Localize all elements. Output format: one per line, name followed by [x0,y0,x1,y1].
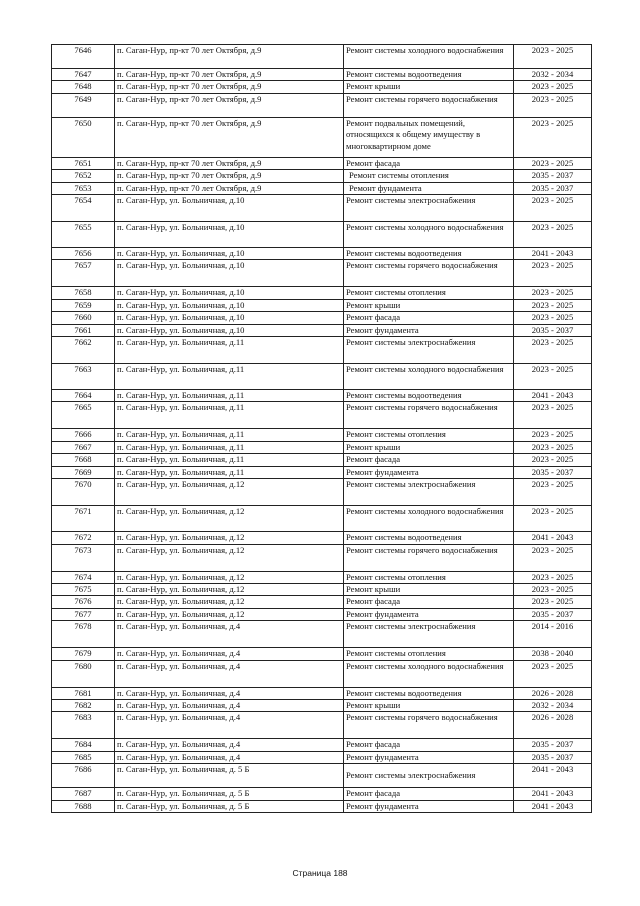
period-cell: 2041 - 2043 [514,248,592,260]
row-number-cell: 7681 [52,687,115,699]
row-number-cell: 7649 [52,93,115,117]
row-number-cell: 7670 [52,479,115,506]
table-row [52,324,592,336]
table-row [52,222,592,248]
period-cell: 2023 - 2025 [514,337,592,364]
row-number-cell: 7653 [52,182,115,194]
table-body [52,45,592,813]
period-cell: 2023 - 2025 [514,195,592,222]
address-cell: п. Саган-Нур, ул. Больничная, д.4 [115,687,344,699]
table-row [52,337,592,364]
period-cell: 2023 - 2025 [514,660,592,687]
address-cell: п. Саган-Нур, пр-кт 70 лет Октября, д.9 [115,45,344,69]
address-cell: п. Саган-Нур, ул. Больничная, д.11 [115,429,344,441]
row-number-cell: 7673 [52,544,115,571]
address-cell: п. Саган-Нур, ул. Больничная, д.11 [115,466,344,478]
period-cell: 2026 - 2028 [514,712,592,739]
table-row [52,454,592,466]
address-cell: п. Саган-Нур, ул. Больничная, д.12 [115,479,344,506]
address-cell: п. Саган-Нур, ул. Больничная, д.4 [115,648,344,660]
table-row [52,402,592,429]
period-cell: 2023 - 2025 [514,479,592,506]
period-cell: 2026 - 2028 [514,687,592,699]
period-cell: 2023 - 2025 [514,312,592,324]
address-cell: п. Саган-Нур, ул. Больничная, д.4 [115,739,344,751]
address-cell: п. Саган-Нур, ул. Больничная, д.12 [115,583,344,595]
row-number-cell: 7657 [52,260,115,287]
row-number-cell: 7651 [52,157,115,169]
work-type-cell: Ремонт системы отопления [344,571,514,583]
table-row [52,583,592,595]
table-row [52,739,592,751]
address-cell: п. Саган-Нур, ул. Больничная, д.10 [115,324,344,336]
row-number-cell: 7654 [52,195,115,222]
period-cell: 2023 - 2025 [514,596,592,608]
works-table [51,44,592,813]
address-cell: п. Саган-Нур, ул. Больничная, д.11 [115,390,344,402]
row-number-cell: 7661 [52,324,115,336]
table-row [52,621,592,648]
table-row [52,157,592,169]
table-row [52,170,592,182]
work-type-cell: Ремонт системы холодного водоснабжения [344,222,514,248]
row-number-cell: 7671 [52,506,115,532]
period-cell: 2023 - 2025 [514,544,592,571]
work-type-cell: Ремонт системы водоотведения [344,532,514,544]
table-row [52,687,592,699]
table-row [52,532,592,544]
period-cell: 2023 - 2025 [514,583,592,595]
work-type-cell: Ремонт системы холодного водоснабжения [344,660,514,687]
period-cell: 2035 - 2037 [514,608,592,620]
table-row [52,45,592,69]
table-row [52,312,592,324]
table-row [52,364,592,390]
work-type-cell: Ремонт системы горячего водоснабжения [344,712,514,739]
period-cell: 2035 - 2037 [514,170,592,182]
table-row [52,788,592,800]
table-row [52,800,592,812]
period-cell: 2035 - 2037 [514,182,592,194]
address-cell: п. Саган-Нур, ул. Больничная, д.4 [115,660,344,687]
row-number-cell: 7685 [52,751,115,763]
address-cell: п. Саган-Нур, ул. Больничная, д.10 [115,287,344,299]
work-type-cell: Ремонт системы электроснабжения [344,337,514,364]
work-type-cell: Ремонт системы холодного водоснабжения [344,364,514,390]
table-row [52,506,592,532]
work-type-cell: Ремонт фундамента [344,182,514,194]
period-cell: 2041 - 2043 [514,764,592,788]
period-cell: 2041 - 2043 [514,390,592,402]
work-type-cell: Ремонт фундамента [344,800,514,812]
row-number-cell: 7683 [52,712,115,739]
work-type-cell: Ремонт системы водоотведения [344,687,514,699]
address-cell: п. Саган-Нур, ул. Больничная, д.11 [115,454,344,466]
row-number-cell: 7652 [52,170,115,182]
address-cell: п. Саган-Нур, ул. Больничная, д. 5 Б [115,764,344,788]
row-number-cell: 7667 [52,441,115,453]
work-type-cell: Ремонт системы водоотведения [344,248,514,260]
table-row [52,287,592,299]
address-cell: п. Саган-Нур, ул. Больничная, д. 5 Б [115,788,344,800]
address-cell: п. Саган-Нур, пр-кт 70 лет Октября, д.9 [115,117,344,157]
row-number-cell: 7666 [52,429,115,441]
period-cell: 2041 - 2043 [514,788,592,800]
period-cell: 2023 - 2025 [514,81,592,93]
table-row [52,660,592,687]
address-cell: п. Саган-Нур, ул. Больничная, д.11 [115,337,344,364]
work-type-cell: Ремонт системы холодного водоснабжения [344,506,514,532]
row-number-cell: 7674 [52,571,115,583]
work-type-cell: Ремонт крыши [344,441,514,453]
row-number-cell: 7688 [52,800,115,812]
address-cell: п. Саган-Нур, ул. Больничная, д.4 [115,751,344,763]
row-number-cell: 7655 [52,222,115,248]
period-cell: 2023 - 2025 [514,117,592,157]
period-cell: 2035 - 2037 [514,466,592,478]
address-cell: п. Саган-Нур, ул. Больничная, д.10 [115,299,344,311]
period-cell: 2023 - 2025 [514,454,592,466]
table-row [52,466,592,478]
row-number-cell: 7682 [52,699,115,711]
row-number-cell: 7662 [52,337,115,364]
work-type-cell: Ремонт системы горячего водоснабжения [344,544,514,571]
work-type-cell: Ремонт фундамента [344,466,514,478]
address-cell: п. Саган-Нур, ул. Больничная, д.12 [115,571,344,583]
work-type-cell: Ремонт крыши [344,583,514,595]
row-number-cell: 7659 [52,299,115,311]
address-cell: п. Саган-Нур, пр-кт 70 лет Октября, д.9 [115,182,344,194]
row-number-cell: 7663 [52,364,115,390]
address-cell: п. Саган-Нур, ул. Больничная, д.10 [115,222,344,248]
period-cell: 2035 - 2037 [514,739,592,751]
table-row [52,751,592,763]
table-row [52,699,592,711]
table-row [52,648,592,660]
work-type-cell: Ремонт фасада [344,596,514,608]
period-cell: 2023 - 2025 [514,299,592,311]
row-number-cell: 7675 [52,583,115,595]
row-number-cell: 7686 [52,764,115,788]
table-row [52,764,592,788]
address-cell: п. Саган-Нур, ул. Больничная, д.11 [115,364,344,390]
address-cell: п. Саган-Нур, ул. Больничная, д.12 [115,596,344,608]
address-cell: п. Саган-Нур, ул. Больничная, д.11 [115,402,344,429]
table-row [52,248,592,260]
period-cell: 2023 - 2025 [514,260,592,287]
address-cell: п. Саган-Нур, ул. Больничная, д.12 [115,506,344,532]
work-type-cell: Ремонт крыши [344,299,514,311]
table-row [52,596,592,608]
table-row [52,429,592,441]
period-cell: 2023 - 2025 [514,93,592,117]
address-cell: п. Саган-Нур, ул. Больничная, д.4 [115,699,344,711]
table-row [52,390,592,402]
row-number-cell: 7648 [52,81,115,93]
work-type-cell: Ремонт фасада [344,788,514,800]
work-type-cell: Ремонт системы отопления [344,429,514,441]
address-cell: п. Саган-Нур, пр-кт 70 лет Октября, д.9 [115,81,344,93]
work-type-cell: Ремонт системы отопления [344,287,514,299]
row-number-cell: 7676 [52,596,115,608]
work-type-cell: Ремонт системы электроснабжения [344,764,514,788]
table-row [52,299,592,311]
address-cell: п. Саган-Нур, ул. Больничная, д.11 [115,441,344,453]
address-cell: п. Саган-Нур, ул. Больничная, д.12 [115,544,344,571]
work-type-cell: Ремонт крыши [344,699,514,711]
table-row [52,182,592,194]
period-cell: 2023 - 2025 [514,441,592,453]
period-cell: 2023 - 2025 [514,222,592,248]
table-row [52,608,592,620]
work-type-cell: Ремонт фундамента [344,324,514,336]
work-type-cell: Ремонт системы электроснабжения [344,621,514,648]
work-type-cell: Ремонт фасада [344,312,514,324]
work-type-cell: Ремонт подвальных помещений, относящихся к общему имуществу в многоквартирном доме [344,117,514,157]
period-cell: 2023 - 2025 [514,429,592,441]
period-cell: 2041 - 2043 [514,532,592,544]
period-cell: 2035 - 2037 [514,751,592,763]
address-cell: п. Саган-Нур, ул. Больничная, д. 5 Б [115,800,344,812]
address-cell: п. Саган-Нур, пр-кт 70 лет Октября, д.9 [115,93,344,117]
row-number-cell: 7680 [52,660,115,687]
work-type-cell: Ремонт фундамента [344,751,514,763]
row-number-cell: 7684 [52,739,115,751]
row-number-cell: 7678 [52,621,115,648]
work-type-cell: Ремонт системы электроснабжения [344,479,514,506]
address-cell: п. Саган-Нур, ул. Больничная, д.10 [115,195,344,222]
address-cell: п. Саган-Нур, ул. Больничная, д.10 [115,312,344,324]
period-cell: 2023 - 2025 [514,402,592,429]
work-type-cell: Ремонт фасада [344,157,514,169]
period-cell: 2023 - 2025 [514,45,592,69]
work-type-cell: Ремонт фасада [344,739,514,751]
address-cell: п. Саган-Нур, ул. Больничная, д.10 [115,248,344,260]
address-cell: п. Саган-Нур, ул. Больничная, д.4 [115,712,344,739]
work-type-cell: Ремонт фундамента [344,608,514,620]
table-row [52,69,592,81]
row-number-cell: 7669 [52,466,115,478]
row-number-cell: 7677 [52,608,115,620]
period-cell: 2023 - 2025 [514,287,592,299]
row-number-cell: 7646 [52,45,115,69]
address-cell: п. Саган-Нур, пр-кт 70 лет Октября, д.9 [115,69,344,81]
row-number-cell: 7650 [52,117,115,157]
address-cell: п. Саган-Нур, пр-кт 70 лет Октября, д.9 [115,170,344,182]
work-type-cell: Ремонт крыши [344,81,514,93]
table-row [52,441,592,453]
row-number-cell: 7660 [52,312,115,324]
address-cell: п. Саган-Нур, ул. Больничная, д.4 [115,621,344,648]
work-type-cell: Ремонт системы водоотведения [344,390,514,402]
work-type-cell: Ремонт фасада [344,454,514,466]
period-cell: 2023 - 2025 [514,506,592,532]
table-row [52,195,592,222]
row-number-cell: 7664 [52,390,115,402]
period-cell: 2041 - 2043 [514,800,592,812]
period-cell: 2032 - 2034 [514,699,592,711]
address-cell: п. Саган-Нур, ул. Больничная, д.12 [115,608,344,620]
period-cell: 2038 - 2040 [514,648,592,660]
table-row [52,93,592,117]
table-row [52,260,592,287]
period-cell: 2023 - 2025 [514,571,592,583]
table-row [52,571,592,583]
work-type-cell: Ремонт системы горячего водоснабжения [344,260,514,287]
table-row [52,479,592,506]
work-type-cell: Ремонт системы горячего водоснабжения [344,93,514,117]
work-type-cell: Ремонт системы отопления [344,648,514,660]
table-row [52,117,592,157]
period-cell: 2023 - 2025 [514,157,592,169]
row-number-cell: 7647 [52,69,115,81]
row-number-cell: 7687 [52,788,115,800]
period-cell: 2023 - 2025 [514,364,592,390]
period-cell: 2014 - 2016 [514,621,592,648]
period-cell: 2035 - 2037 [514,324,592,336]
row-number-cell: 7665 [52,402,115,429]
work-type-cell: Ремонт системы горячего водоснабжения [344,402,514,429]
table-row [52,712,592,739]
work-type-cell: Ремонт системы водоотведения [344,69,514,81]
row-number-cell: 7656 [52,248,115,260]
work-type-cell: Ремонт системы холодного водоснабжения [344,45,514,69]
page-number: Страница 188 [292,868,348,878]
table-row [52,81,592,93]
period-cell: 2032 - 2034 [514,69,592,81]
table-row [52,544,592,571]
row-number-cell: 7679 [52,648,115,660]
address-cell: п. Саган-Нур, ул. Больничная, д.10 [115,260,344,287]
address-cell: п. Саган-Нур, пр-кт 70 лет Октября, д.9 [115,157,344,169]
row-number-cell: 7672 [52,532,115,544]
row-number-cell: 7668 [52,454,115,466]
address-cell: п. Саган-Нур, ул. Больничная, д.12 [115,532,344,544]
work-type-cell: Ремонт системы отопления [344,170,514,182]
work-type-cell: Ремонт системы электроснабжения [344,195,514,222]
row-number-cell: 7658 [52,287,115,299]
